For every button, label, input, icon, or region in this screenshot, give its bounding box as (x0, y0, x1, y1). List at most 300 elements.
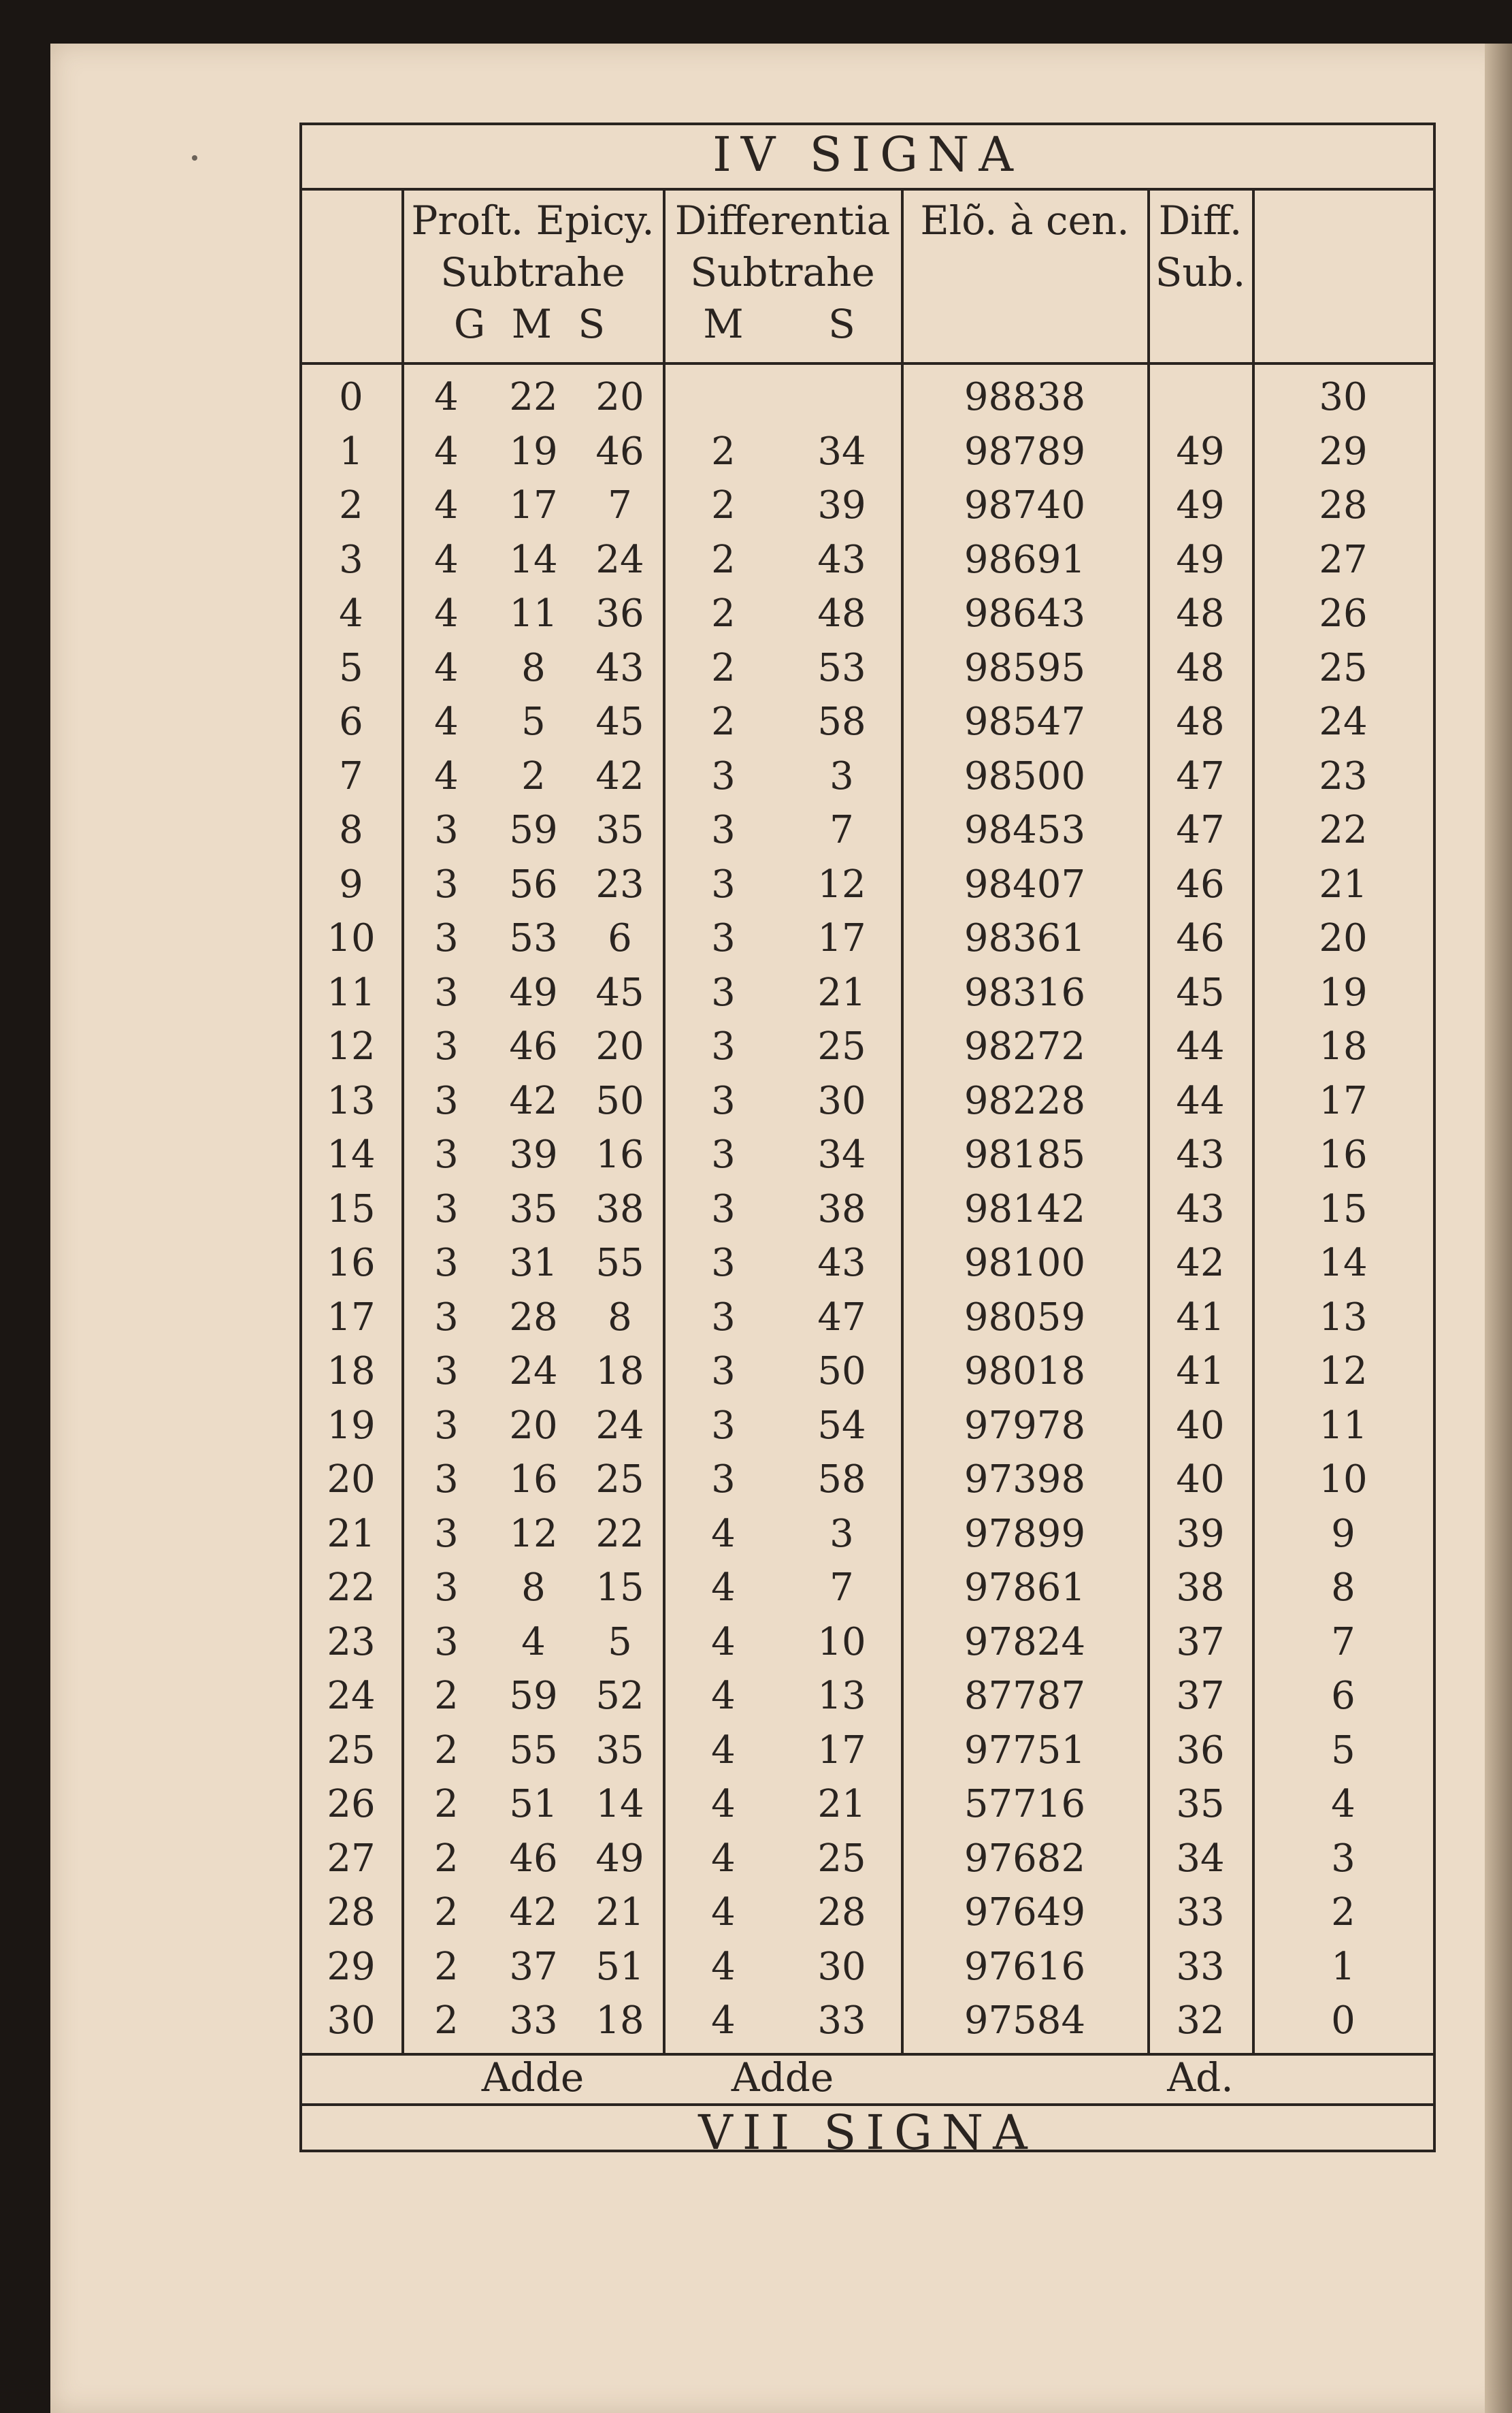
prost-m: 8 (521, 645, 546, 690)
elongatio: 97861 (964, 1566, 1086, 1610)
row-number: 27 (327, 1836, 376, 1881)
top-title: IV SIGNA (712, 127, 1023, 182)
diff2: 48 (1176, 645, 1225, 690)
diff2: 48 (1176, 700, 1225, 744)
diff2: 46 (1176, 916, 1225, 960)
diff2: 44 (1176, 1078, 1225, 1123)
diff2: 35 (1176, 1782, 1225, 1826)
diff-s: 33 (817, 1998, 866, 2043)
prost-s: 5 (608, 1619, 632, 1664)
prost-m: 42 (509, 1890, 558, 1934)
diff-s: 13 (817, 1674, 866, 1718)
diff-m: 2 (711, 645, 736, 690)
prost-g: 4 (434, 700, 459, 744)
elongatio: 98100 (964, 1241, 1086, 1285)
diff-m: 4 (711, 1674, 736, 1718)
prost-m: 20 (509, 1403, 558, 1448)
row-number: 0 (339, 375, 363, 419)
diff-m: 2 (711, 700, 736, 744)
header-diff-m: M (703, 301, 744, 347)
prost-m: 33 (509, 1998, 558, 2043)
diff-m: 3 (711, 1133, 736, 1177)
footer-diff: Adde (731, 2054, 834, 2101)
diff-s: 39 (817, 483, 866, 528)
prost-s: 7 (608, 483, 632, 528)
diff2: 39 (1176, 1511, 1225, 1556)
prost-s: 36 (595, 592, 644, 636)
row-number-right: 3 (1331, 1836, 1355, 1881)
prost-s: 51 (595, 1944, 644, 1989)
row-number: 15 (327, 1186, 376, 1231)
prost-s: 25 (595, 1457, 644, 1502)
row-number-right: 8 (1331, 1566, 1355, 1610)
header-elongatio: Elõ. à cen. (920, 197, 1130, 244)
header-diff2-sub: Sub. (1155, 249, 1246, 295)
prost-m: 14 (509, 537, 558, 582)
prost-g: 3 (434, 1241, 459, 1285)
prost-s: 14 (595, 1782, 644, 1826)
prost-m: 22 (509, 375, 558, 419)
row-number-right: 5 (1331, 1728, 1355, 1772)
prost-g: 3 (434, 1133, 459, 1177)
prost-g: 3 (434, 862, 459, 907)
elongatio: 98142 (964, 1186, 1086, 1231)
row-number: 19 (327, 1403, 376, 1448)
diff-m (664, 370, 783, 425)
diff-s: 34 (817, 1133, 866, 1177)
prost-m: 59 (509, 808, 558, 852)
row-number-right: 24 (1319, 700, 1368, 744)
row-number-right: 30 (1319, 375, 1368, 419)
diff-s: 7 (829, 1566, 854, 1610)
diff-m: 3 (711, 1024, 736, 1069)
prost-s: 52 (595, 1674, 644, 1718)
row-number-right: 6 (1331, 1674, 1355, 1718)
elongatio: 98547 (964, 700, 1086, 744)
row-number: 21 (327, 1511, 376, 1556)
elongatio: 87787 (964, 1674, 1086, 1718)
prost-m: 39 (509, 1133, 558, 1177)
elongatio: 97616 (964, 1944, 1086, 1989)
row-number-right: 21 (1319, 862, 1368, 907)
elongatio: 98059 (964, 1295, 1086, 1340)
prost-s: 18 (595, 1998, 644, 2043)
elongatio: 97398 (964, 1457, 1086, 1502)
prost-s: 24 (595, 1403, 644, 1448)
diff-m: 4 (711, 1511, 736, 1556)
prost-s: 6 (608, 916, 632, 960)
diff-m: 3 (711, 862, 736, 907)
row-number-right: 16 (1319, 1133, 1368, 1177)
diff-m: 3 (711, 1241, 736, 1285)
diff-m: 4 (711, 1998, 736, 2043)
row-number-right: 13 (1319, 1295, 1368, 1340)
row-number-right: 20 (1319, 916, 1368, 960)
row-number-right: 1 (1331, 1944, 1355, 1989)
diff-s: 43 (817, 1241, 866, 1285)
prost-m: 4 (521, 1619, 546, 1664)
elongatio: 98838 (964, 375, 1086, 419)
diff-s: 47 (817, 1295, 866, 1340)
row-number-right: 15 (1319, 1186, 1368, 1231)
row-number: 7 (339, 754, 363, 798)
prost-g: 2 (434, 1728, 459, 1772)
prost-s: 50 (595, 1078, 644, 1123)
row-number: 8 (339, 808, 363, 852)
prost-m: 56 (509, 862, 558, 907)
diff-s: 7 (829, 808, 854, 852)
prost-m: 16 (509, 1457, 558, 1502)
diff2: 32 (1176, 1998, 1225, 2043)
prost-g: 3 (434, 1349, 459, 1393)
row-number: 29 (327, 1944, 376, 1989)
header-differentia: Differentia (674, 197, 891, 244)
diff2: 37 (1176, 1619, 1225, 1664)
diff-s: 12 (817, 862, 866, 907)
diff-m: 3 (711, 1457, 736, 1502)
row-number-right: 11 (1319, 1403, 1368, 1448)
row-number-right: 10 (1319, 1457, 1368, 1502)
prost-g: 3 (434, 1619, 459, 1664)
elongatio: 98407 (964, 862, 1086, 907)
prost-s: 16 (595, 1133, 644, 1177)
row-number-right: 17 (1319, 1078, 1368, 1123)
diff-s: 38 (817, 1186, 866, 1231)
elongatio: 57716 (964, 1782, 1086, 1826)
diff-m: 2 (711, 537, 736, 582)
diff-m: 3 (711, 754, 736, 798)
elongatio: 98500 (964, 754, 1086, 798)
diff-s: 17 (817, 916, 866, 960)
row-number-right: 27 (1319, 537, 1368, 582)
diff-s: 30 (817, 1944, 866, 1989)
diff2: 41 (1176, 1349, 1225, 1393)
prost-m: 55 (509, 1728, 558, 1772)
prost-m: 11 (509, 592, 558, 636)
row-number: 25 (327, 1728, 376, 1772)
frame-right-line (1433, 123, 1436, 2152)
header-diff-s: S (828, 301, 855, 347)
prost-s: 49 (595, 1836, 644, 1881)
prost-s: 8 (608, 1295, 632, 1340)
row-number: 17 (327, 1295, 376, 1340)
prost-g: 3 (434, 1457, 459, 1502)
row-number: 22 (327, 1566, 376, 1610)
diff2: 47 (1176, 808, 1225, 852)
row-number-right: 25 (1319, 645, 1368, 690)
diff-s: 43 (817, 537, 866, 582)
diff-s: 3 (829, 754, 854, 798)
elongatio: 98740 (964, 483, 1086, 528)
elongatio: 98316 (964, 970, 1086, 1015)
frame-top-line (299, 123, 1436, 125)
diff2: 41 (1176, 1295, 1225, 1340)
prost-g: 3 (434, 1403, 459, 1448)
diff2 (1149, 370, 1252, 425)
prost-g: 3 (434, 1566, 459, 1610)
diff-m: 4 (711, 1728, 736, 1772)
diff2: 34 (1176, 1836, 1225, 1881)
row-number-right: 18 (1319, 1024, 1368, 1069)
row-number: 14 (327, 1133, 376, 1177)
prost-m: 49 (509, 970, 558, 1015)
prost-m: 19 (509, 429, 558, 474)
row-number: 9 (339, 862, 363, 907)
prost-g: 2 (434, 1944, 459, 1989)
diff-s (783, 370, 901, 425)
prost-s: 20 (595, 375, 644, 419)
diff-m: 2 (711, 592, 736, 636)
diff-m: 2 (711, 429, 736, 474)
elongatio: 98595 (964, 645, 1086, 690)
diff-m: 3 (711, 1349, 736, 1393)
elongatio: 97978 (964, 1403, 1086, 1448)
diff-s: 28 (817, 1890, 866, 1934)
row-number-right: 26 (1319, 592, 1368, 636)
elongatio: 98228 (964, 1078, 1086, 1123)
prost-g: 3 (434, 1078, 459, 1123)
header-diff-sub: Subtrahe (690, 249, 875, 295)
prost-s: 45 (595, 970, 644, 1015)
diff2: 49 (1176, 537, 1225, 582)
prost-s: 45 (595, 700, 644, 744)
diff-s: 3 (829, 1511, 854, 1556)
diff-s: 34 (817, 429, 866, 474)
prost-s: 20 (595, 1024, 644, 1069)
prost-m: 51 (509, 1782, 558, 1826)
prost-s: 42 (595, 754, 644, 798)
row-number: 5 (339, 645, 363, 690)
diff-m: 3 (711, 1295, 736, 1340)
diff2: 46 (1176, 862, 1225, 907)
prost-g: 4 (434, 592, 459, 636)
diff2: 49 (1176, 429, 1225, 474)
diff-s: 58 (817, 700, 866, 744)
diff2: 33 (1176, 1944, 1225, 1989)
diff-m: 3 (711, 1403, 736, 1448)
elongatio: 98272 (964, 1024, 1086, 1069)
row-number: 3 (339, 537, 363, 582)
diff-m: 3 (711, 916, 736, 960)
diff-m: 4 (711, 1890, 736, 1934)
diff2: 49 (1176, 483, 1225, 528)
diff-s: 21 (817, 1782, 866, 1826)
prost-g: 3 (434, 916, 459, 960)
row-number: 11 (327, 970, 376, 1015)
header-rule (299, 362, 1436, 365)
prost-s: 46 (595, 429, 644, 474)
row-number: 1 (339, 429, 363, 474)
row-number-right: 2 (1331, 1890, 1355, 1934)
diff-m: 4 (711, 1944, 736, 1989)
row-number: 13 (327, 1078, 376, 1123)
diff2: 36 (1176, 1728, 1225, 1772)
row-number: 20 (327, 1457, 376, 1502)
header-prost-sub: Subtrahe (440, 249, 625, 295)
prost-g: 2 (434, 1674, 459, 1718)
header-prost-units: G M S (453, 301, 612, 347)
prost-s: 22 (595, 1511, 644, 1556)
diff2: 40 (1176, 1403, 1225, 1448)
prost-g: 2 (434, 1890, 459, 1934)
prost-s: 38 (595, 1186, 644, 1231)
row-number-right: 0 (1331, 1998, 1355, 2043)
row-number: 24 (327, 1674, 376, 1718)
elongatio: 98691 (964, 537, 1086, 582)
prost-m: 17 (509, 483, 558, 528)
diff-m: 2 (711, 483, 736, 528)
prost-m: 46 (509, 1836, 558, 1881)
prost-m: 8 (521, 1566, 546, 1610)
diff-s: 30 (817, 1078, 866, 1123)
diff-s: 25 (817, 1836, 866, 1881)
row-number: 26 (327, 1782, 376, 1826)
diff-s: 53 (817, 645, 866, 690)
prost-m: 28 (509, 1295, 558, 1340)
footer-prost: Adde (481, 2054, 585, 2101)
prost-g: 4 (434, 537, 459, 582)
elongatio: 98453 (964, 808, 1086, 852)
prost-m: 37 (509, 1944, 558, 1989)
header-diff2: Diff. (1158, 197, 1243, 244)
row-number-right: 19 (1319, 970, 1368, 1015)
prost-s: 55 (595, 1241, 644, 1285)
row-number: 18 (327, 1349, 376, 1393)
diff2: 48 (1176, 592, 1225, 636)
diff-s: 25 (817, 1024, 866, 1069)
prost-s: 15 (595, 1566, 644, 1610)
elongatio: 98361 (964, 916, 1086, 960)
row-number-right: 28 (1319, 483, 1368, 528)
prost-s: 18 (595, 1349, 644, 1393)
diff-m: 3 (711, 970, 736, 1015)
title-rule (299, 188, 1436, 191)
prost-g: 3 (434, 808, 459, 852)
prost-g: 2 (434, 1836, 459, 1881)
elongatio: 97584 (964, 1998, 1086, 2043)
prost-s: 23 (595, 862, 644, 907)
elongatio: 98018 (964, 1349, 1086, 1393)
row-number: 6 (339, 700, 363, 744)
diff-s: 17 (817, 1728, 866, 1772)
diff-m: 3 (711, 808, 736, 852)
prost-g: 3 (434, 1024, 459, 1069)
prost-m: 5 (521, 700, 546, 744)
prost-s: 35 (595, 1728, 644, 1772)
row-number-right: 29 (1319, 429, 1368, 474)
prost-m: 35 (509, 1186, 558, 1231)
row-number: 23 (327, 1619, 376, 1664)
diff-s: 21 (817, 970, 866, 1015)
row-number-right: 14 (1319, 1241, 1368, 1285)
row-number: 10 (327, 916, 376, 960)
diff-m: 4 (711, 1566, 736, 1610)
prost-m: 31 (509, 1241, 558, 1285)
elongatio: 97899 (964, 1511, 1086, 1556)
prost-s: 35 (595, 808, 644, 852)
diff2: 43 (1176, 1133, 1225, 1177)
diff2: 44 (1176, 1024, 1225, 1069)
diff-m: 4 (711, 1836, 736, 1881)
diff-m: 4 (711, 1782, 736, 1826)
diff-s: 54 (817, 1403, 866, 1448)
prost-g: 2 (434, 1782, 459, 1826)
diff2: 45 (1176, 970, 1225, 1015)
diff2: 38 (1176, 1566, 1225, 1610)
page-edge (1485, 44, 1512, 2413)
row-number: 2 (339, 483, 363, 528)
row-number-right: 9 (1331, 1511, 1355, 1556)
row-number-right: 4 (1331, 1782, 1355, 1826)
header-prost-epicy: Proſt. Epicy. (411, 197, 655, 244)
ink-spot (192, 155, 197, 161)
row-number: 30 (327, 1998, 376, 2043)
row-number-right: 22 (1319, 808, 1368, 852)
diff-m: 4 (711, 1619, 736, 1664)
elongatio: 97649 (964, 1890, 1086, 1934)
diff2: 33 (1176, 1890, 1225, 1934)
diff-m: 3 (711, 1078, 736, 1123)
prost-s: 43 (595, 645, 644, 690)
prost-g: 3 (434, 1186, 459, 1231)
elongatio: 98789 (964, 429, 1086, 474)
diff-s: 10 (817, 1619, 866, 1664)
footer-diff2: Ad. (1167, 2054, 1234, 2101)
row-number: 12 (327, 1024, 376, 1069)
prost-g: 2 (434, 1998, 459, 2043)
prost-g: 4 (434, 483, 459, 528)
elongatio: 97751 (964, 1728, 1086, 1772)
table-frame (299, 123, 1436, 2158)
row-number-right: 7 (1331, 1619, 1355, 1664)
prost-m: 46 (509, 1024, 558, 1069)
diff-s: 48 (817, 592, 866, 636)
row-number: 4 (339, 592, 363, 636)
diff2: 37 (1176, 1674, 1225, 1718)
row-number-right: 23 (1319, 754, 1368, 798)
elongatio: 98643 (964, 592, 1086, 636)
diff2: 42 (1176, 1241, 1225, 1285)
prost-g: 3 (434, 1511, 459, 1556)
prost-m: 2 (521, 754, 546, 798)
prost-g: 4 (434, 375, 459, 419)
elongatio: 97824 (964, 1619, 1086, 1664)
diff2: 47 (1176, 754, 1225, 798)
prost-s: 24 (595, 537, 644, 582)
row-number-right: 12 (1319, 1349, 1368, 1393)
prost-g: 3 (434, 1295, 459, 1340)
diff2: 40 (1176, 1457, 1225, 1502)
elongatio: 97682 (964, 1836, 1086, 1881)
prost-s: 21 (595, 1890, 644, 1934)
prost-g: 3 (434, 970, 459, 1015)
diff-s: 58 (817, 1457, 866, 1502)
row-number: 28 (327, 1890, 376, 1934)
row-number: 16 (327, 1241, 376, 1285)
prost-g: 4 (434, 754, 459, 798)
bottom-title: VII SIGNA (698, 2105, 1037, 2160)
prost-m: 42 (509, 1078, 558, 1123)
prost-g: 4 (434, 429, 459, 474)
elongatio: 98185 (964, 1133, 1086, 1177)
prost-m: 59 (509, 1674, 558, 1718)
diff-s: 50 (817, 1349, 866, 1393)
diff2: 43 (1176, 1186, 1225, 1231)
prost-g: 4 (434, 645, 459, 690)
prost-m: 12 (509, 1511, 558, 1556)
prost-m: 53 (509, 916, 558, 960)
diff-m: 3 (711, 1186, 736, 1231)
